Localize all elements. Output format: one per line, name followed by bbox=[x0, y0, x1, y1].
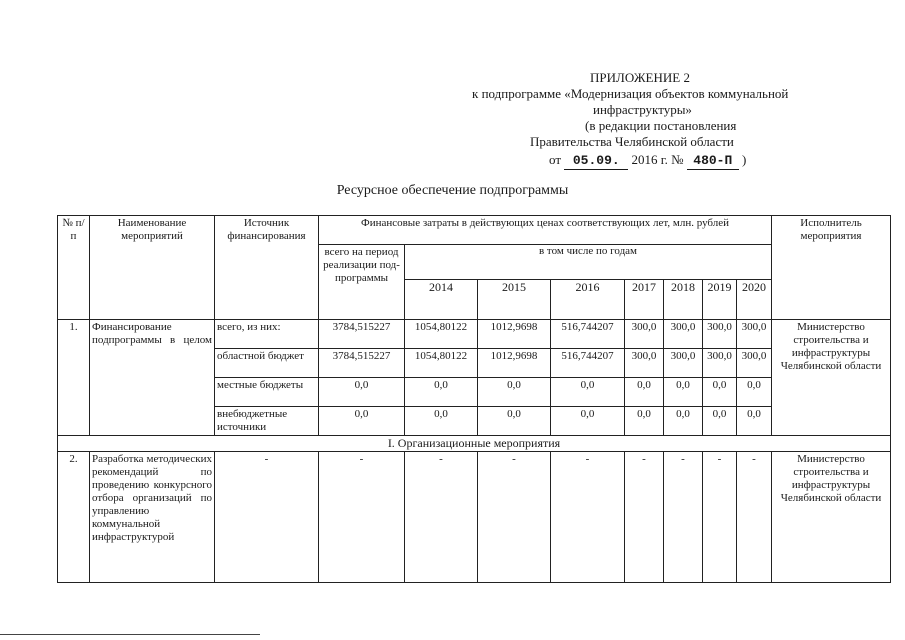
header-line-4: Правительства Челябинской области bbox=[530, 134, 734, 149]
table-row bbox=[58, 452, 891, 583]
value-cell: 0,0 bbox=[551, 407, 625, 436]
value-cell: 0,0 bbox=[625, 407, 664, 436]
value-cell: 1054,80122 bbox=[405, 349, 478, 378]
value-cell: 0,0 bbox=[478, 407, 551, 436]
value-cell: 0,0 bbox=[625, 378, 664, 407]
decree-year: 2016 г. № bbox=[631, 152, 684, 167]
decree-date: 05.09. bbox=[564, 153, 628, 170]
value-cell: 0,0 bbox=[737, 407, 772, 436]
value-cell: - bbox=[737, 452, 772, 583]
value-cell: 0,0 bbox=[664, 407, 703, 436]
value-cell: 0,0 bbox=[405, 407, 478, 436]
document-title: Ресурсное обеспечение подпрограммы bbox=[336, 183, 569, 198]
value-cell: - bbox=[664, 452, 703, 583]
header-line-3: (в редакции постановления bbox=[585, 118, 737, 133]
value-cell: 1012,9698 bbox=[478, 349, 551, 378]
col-total-header: всего на период реализации под-программы bbox=[319, 245, 405, 320]
header-line-2: инфраструктуры» bbox=[593, 102, 692, 117]
value-cell: 300,0 bbox=[737, 349, 772, 378]
row-executor: Министерство строительства и инфраструктуры Челябинской области bbox=[772, 452, 891, 583]
year-header: 2020 bbox=[737, 280, 772, 320]
header-line-1: к подпрограмме «Модернизация объектов коммунальной bbox=[472, 86, 789, 101]
value-cell: 0,0 bbox=[737, 378, 772, 407]
total-cell: - bbox=[319, 452, 405, 583]
col-by-year-header: в том числе по годам bbox=[405, 245, 772, 280]
total-cell: 3784,515227 bbox=[319, 320, 405, 349]
decree-number: 480-П bbox=[687, 153, 739, 170]
col-source-header: Источник финансирования bbox=[215, 216, 319, 320]
decree-line bbox=[549, 152, 746, 170]
year-header: 2014 bbox=[405, 280, 478, 320]
value-cell: - bbox=[478, 452, 551, 583]
value-cell: - bbox=[625, 452, 664, 583]
total-cell: 3784,515227 bbox=[319, 349, 405, 378]
appendix-label: ПРИЛОЖЕНИЕ 2 bbox=[590, 70, 690, 85]
year-header: 2017 bbox=[625, 280, 664, 320]
value-cell: 0,0 bbox=[551, 378, 625, 407]
row-executor: Министерство строительства и инфраструктуры Челябинской области bbox=[772, 320, 891, 436]
decree-from: от bbox=[549, 152, 562, 167]
total-cell: 0,0 bbox=[319, 407, 405, 436]
value-cell: - bbox=[405, 452, 478, 583]
value-cell: 0,0 bbox=[405, 378, 478, 407]
table-head-row-1 bbox=[58, 216, 891, 245]
footer-rule bbox=[0, 634, 260, 635]
year-header: 2019 bbox=[703, 280, 737, 320]
source-cell: всего, из них: bbox=[215, 320, 319, 349]
col-fin-header: Финансовые затраты в действующих ценах соответствующих лет, млн. рублей bbox=[319, 216, 772, 245]
value-cell: 300,0 bbox=[625, 349, 664, 378]
row-name: Разработка методических рекомендаций по проведению конкурсного отбора организаций по управлению коммунальной инфраструктурой bbox=[90, 452, 215, 583]
table-row bbox=[58, 320, 891, 349]
source-cell: областной бюджет bbox=[215, 349, 319, 378]
decree-close: ) bbox=[742, 152, 747, 167]
value-cell: 300,0 bbox=[664, 320, 703, 349]
year-header: 2018 bbox=[664, 280, 703, 320]
section-title: I. Организационные мероприятия bbox=[58, 436, 891, 452]
value-cell: 300,0 bbox=[703, 349, 737, 378]
source-cell: внебюджетные источники bbox=[215, 407, 319, 436]
row-num: 1. bbox=[58, 320, 90, 436]
value-cell: 300,0 bbox=[625, 320, 664, 349]
value-cell: 0,0 bbox=[664, 378, 703, 407]
value-cell: 516,744207 bbox=[551, 320, 625, 349]
section-row bbox=[58, 436, 891, 452]
source-cell: местные бюджеты bbox=[215, 378, 319, 407]
year-header: 2015 bbox=[478, 280, 551, 320]
col-name-header: Наименование мероприятий bbox=[90, 216, 215, 320]
value-cell: - bbox=[551, 452, 625, 583]
value-cell: 300,0 bbox=[737, 320, 772, 349]
col-executor-header: Исполнитель мероприятия bbox=[772, 216, 891, 320]
row-num: 2. bbox=[58, 452, 90, 583]
year-header: 2016 bbox=[551, 280, 625, 320]
value-cell: 1054,80122 bbox=[405, 320, 478, 349]
resource-table bbox=[57, 215, 891, 583]
value-cell: 0,0 bbox=[478, 378, 551, 407]
col-num-header: № п/п bbox=[58, 216, 90, 320]
value-cell: 516,744207 bbox=[551, 349, 625, 378]
value-cell: 300,0 bbox=[664, 349, 703, 378]
value-cell: 0,0 bbox=[703, 407, 737, 436]
value-cell: - bbox=[703, 452, 737, 583]
value-cell: 1012,9698 bbox=[478, 320, 551, 349]
value-cell: 0,0 bbox=[703, 378, 737, 407]
total-cell: 0,0 bbox=[319, 378, 405, 407]
source-cell: - bbox=[215, 452, 319, 583]
value-cell: 300,0 bbox=[703, 320, 737, 349]
row-name: Финансирование подпрограммы в целом bbox=[90, 320, 215, 436]
